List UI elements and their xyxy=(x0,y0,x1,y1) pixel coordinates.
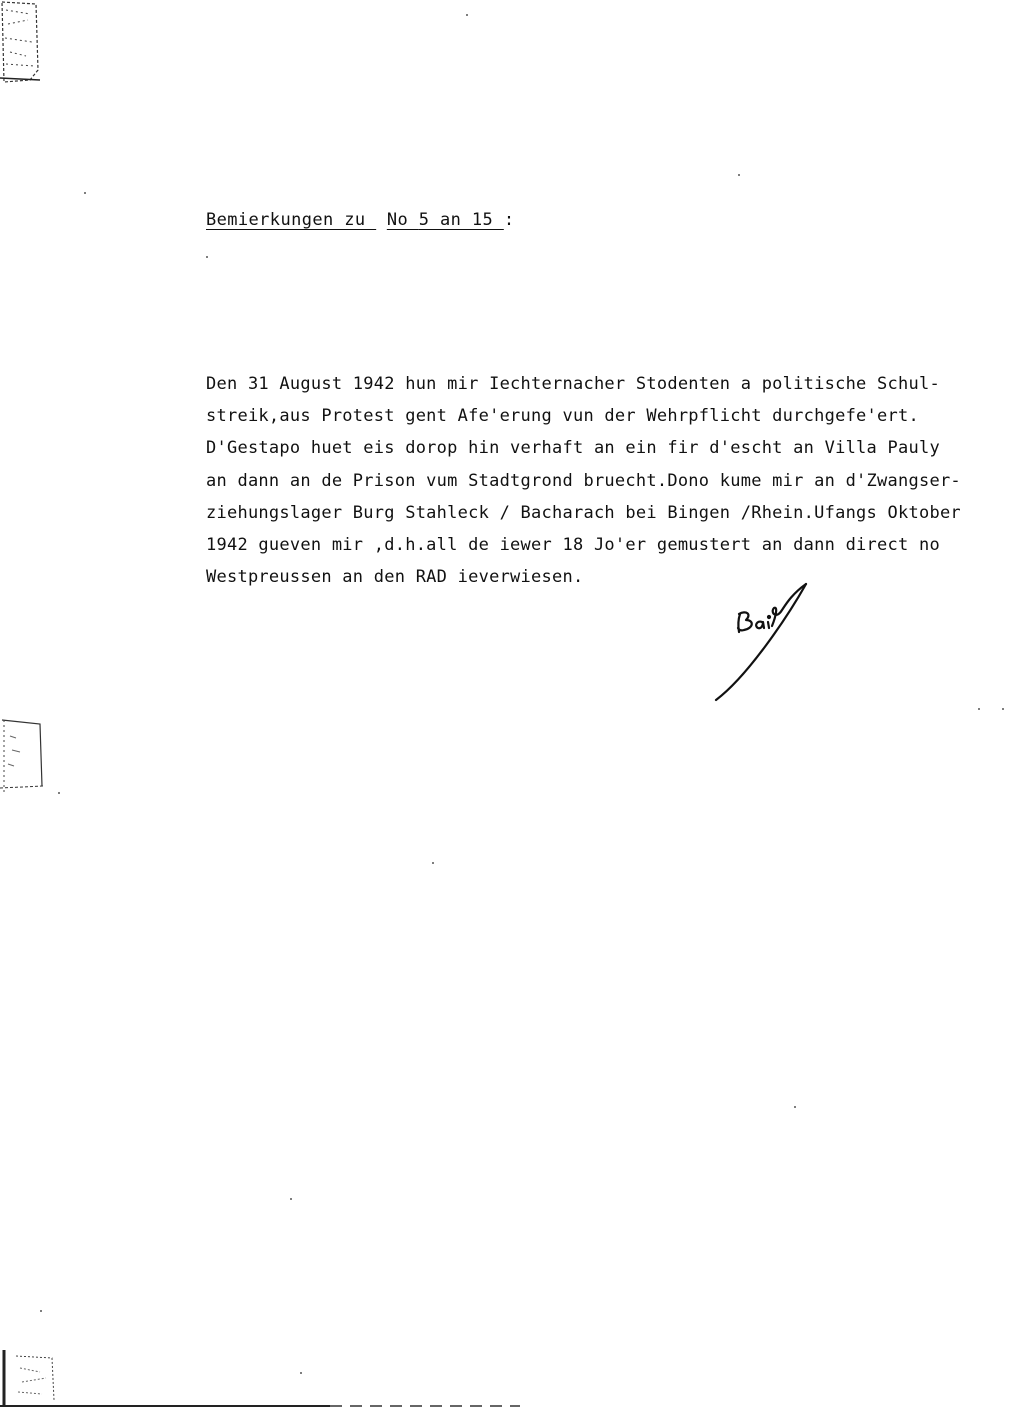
scan-speck xyxy=(58,792,60,794)
heading-colon: : xyxy=(503,210,515,230)
scan-artifact-top-left xyxy=(0,0,42,84)
scan-speck xyxy=(40,1310,42,1312)
body-line: ziehungslager Burg Stahleck / Bacharach bei Bingen /Rhein.Ufangs Oktober xyxy=(206,502,961,523)
body-paragraph xyxy=(206,368,1024,593)
scan-speck xyxy=(432,862,434,864)
body-line: 1942 gueven mir ,d.h.all de iewer 18 Jo'er gemustert an dann direct no xyxy=(206,535,940,556)
scan-speck xyxy=(300,1372,302,1374)
handwritten-signature xyxy=(708,576,818,706)
document-heading xyxy=(206,210,514,230)
scan-speck xyxy=(466,14,468,16)
body-line: Westpreussen an den RAD ieverwiesen. xyxy=(206,567,584,588)
scan-speck xyxy=(290,1198,292,1200)
body-line: streik,aus Protest gent Afe'erung vun der Wehrpflicht durchgefe'ert. xyxy=(206,406,919,427)
scan-speck xyxy=(206,256,208,258)
body-line: Den 31 August 1942 hun mir Iechternacher Stodenten a politische Schul- xyxy=(206,374,940,394)
heading-part-range: 5 an 15 xyxy=(418,210,504,230)
heading-part-remarks: Bemierkungen zu xyxy=(206,210,377,230)
body-line: an dann an de Prison vum Stadtgrond bruecht.Dono kume mir an d'Zwangser- xyxy=(206,470,961,491)
scan-artifact-mid-left xyxy=(0,716,50,796)
heading-part-number: No xyxy=(386,210,419,230)
scan-speck xyxy=(1002,708,1004,710)
scan-speck xyxy=(978,708,980,710)
body-line: D'Gestapo huet eis dorop hin verhaft an ein fir d'escht an Villa Pauly xyxy=(206,438,940,459)
scan-speck xyxy=(738,174,740,176)
scan-artifact-bottom-edge xyxy=(0,1400,1024,1411)
scan-speck xyxy=(794,1106,796,1108)
scan-speck xyxy=(84,192,86,194)
